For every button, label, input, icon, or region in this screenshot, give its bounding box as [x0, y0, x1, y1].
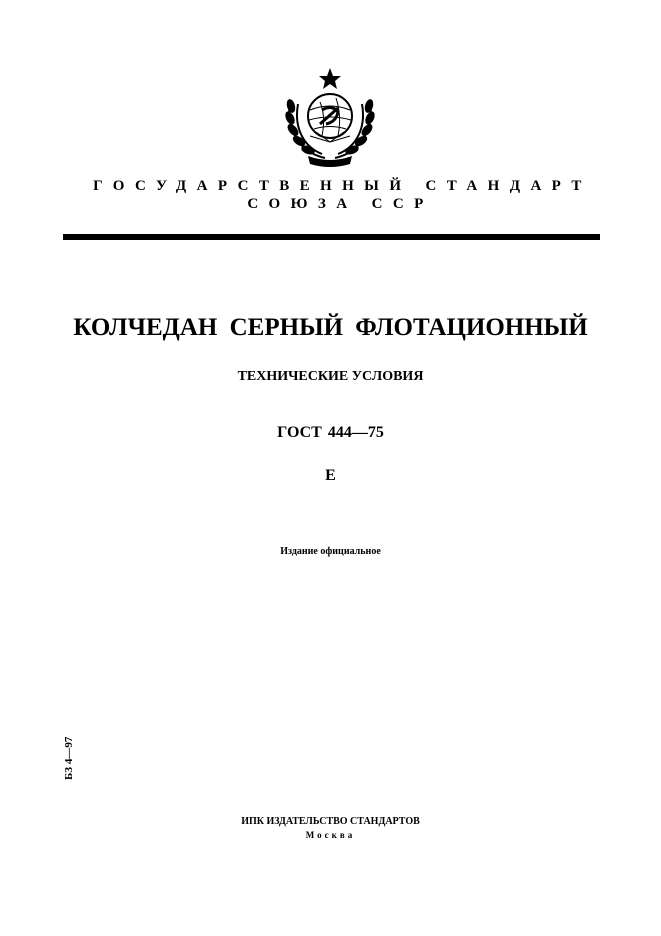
document-subtitle: ТЕХНИЧЕСКИЕ УСЛОВИЯ: [237, 369, 424, 384]
header-divider: [63, 234, 600, 240]
edition-note: Издание официальное: [280, 546, 381, 557]
group-letter: Е: [325, 467, 336, 484]
header-line-ussr: СОЮЗА ССР: [247, 196, 434, 212]
publisher-city: Москва: [305, 830, 356, 840]
publisher-name: ИПК ИЗДАТЕЛЬСТВО СТАНДАРТОВ: [241, 816, 420, 827]
side-code: БЗ 4—97: [63, 736, 75, 780]
standard-number: ГОСТ 444—75: [277, 424, 384, 441]
header-line-state-standard: ГОСУДАРСТВЕННЫЙ СТАНДАРТ: [93, 178, 592, 194]
ussr-state-emblem-icon: [280, 66, 380, 170]
document-title: КОЛЧЕДАН СЕРНЫЙ ФЛОТАЦИОННЫЙ: [73, 314, 588, 341]
